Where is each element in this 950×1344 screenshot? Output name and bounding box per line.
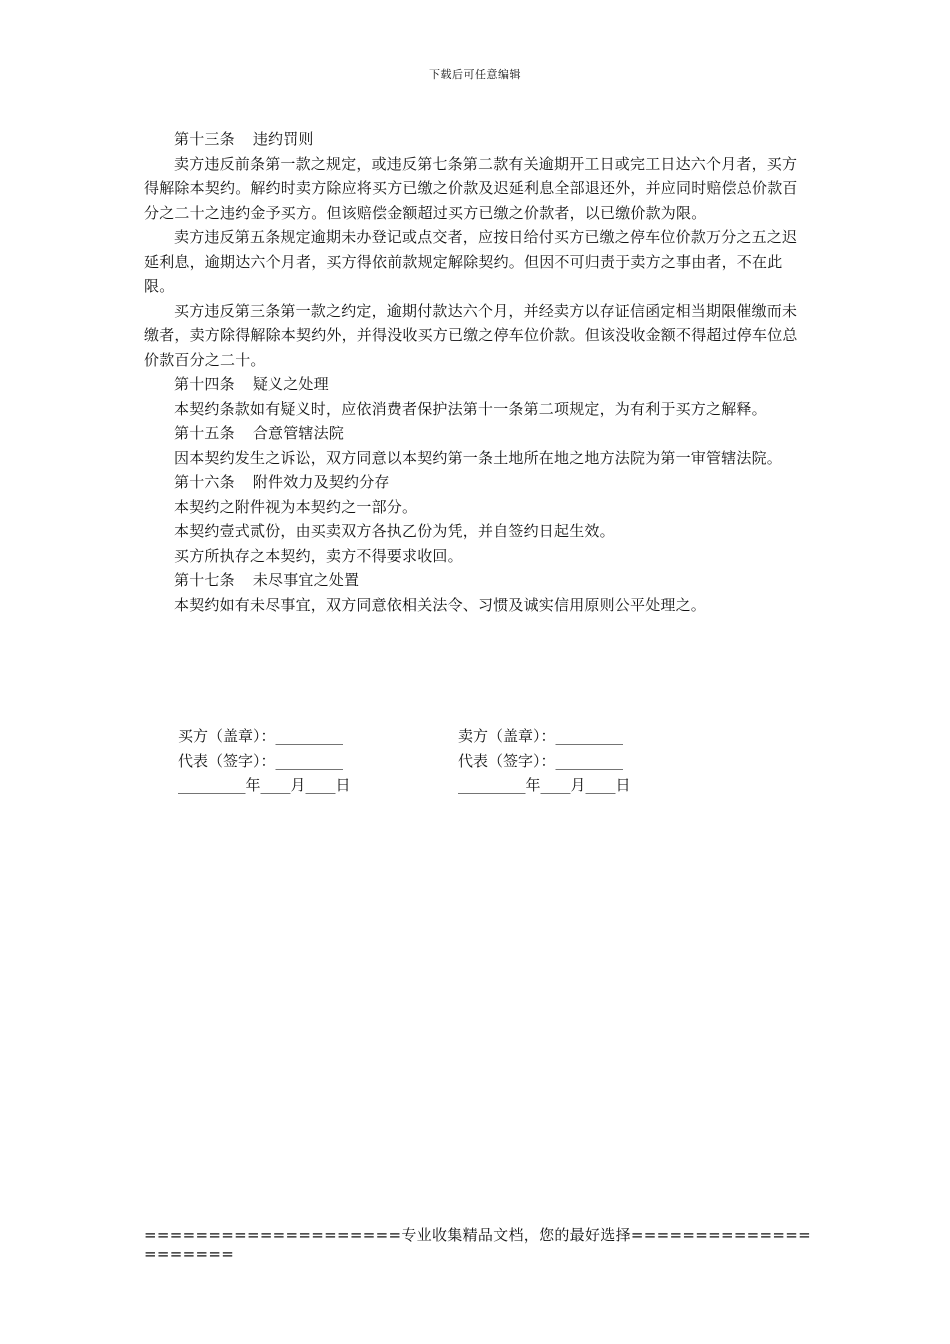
signature-block [178,724,738,798]
article-16-number: 第十六条 [174,473,235,491]
buyer-date-line: _________年____月____日 [178,776,351,794]
article-16-paragraph-1: 本契约之附件视为本契约之一部分。 [174,497,418,516]
seller-seal-line: 卖方（盖章）：_________ [458,727,624,745]
article-16-paragraph-2: 本契约壹式贰份，由买卖双方各执乙份为凭，并自签约日起生效。 [174,522,615,540]
signature-row-representative [178,749,738,774]
header-note: 下载后可任意编辑 [429,68,521,81]
buyer-seal-line: 买方（盖章）：_________ [178,727,344,745]
article-16-title: 附件效力及契约分存 [252,473,390,491]
article-14-heading [144,372,800,397]
article-17-number: 第十七条 [174,571,235,589]
article-17-heading [144,568,800,593]
article-13-paragraph-3: 买方违反第三条第一款之约定，逾期付款达六个月，并经卖方以存证信函定相当期限催缴而未缴者，卖方除得解除本契约外，并得没收买方已缴之停车位价款。但该没收金额不得超过停车位总价款百分之二十。 [144,301,798,369]
buyer-representative-line: 代表（签字）：_________ [178,751,344,770]
contract-body [144,127,800,617]
article-13-paragraph-2: 卖方违反第五条规定逾期未办登记或点交者，应按日给付买方已缴之停车位价款万分之五之迟延利息，逾期达六个月者，买方得依前款规定解除契约。但因不可归责于卖方之事由者，不在此限。 [144,228,798,295]
article-14-number: 第十四条 [174,375,235,393]
article-17-title: 未尽事宜之处置 [252,571,360,589]
article-16-paragraph-3: 买方所执存之本契约，卖方不得要求收回。 [174,546,463,565]
signature-row-date [178,773,738,798]
article-16-heading [144,470,800,495]
article-15-paragraph-1: 因本契约发生之诉讼，双方同意以本契约第一条土地所在地之地方法院为第一审管辖法院。 [174,448,783,467]
seller-date-line: _________年____月____日 [458,776,631,794]
article-15-title: 合意管辖法院 [252,424,345,442]
article-13-heading [144,127,800,152]
article-15-number: 第十五条 [174,424,235,442]
article-13-paragraph-1: 卖方违反前条第一款之规定，或违反第七条第二款有关逾期开工日或完工日达六个月者，买方得解除本契约。解约时卖方除应将买方已缴之价款及迟延利息全部退还外，并应同时赔偿总价款百分之二十之违约金予买方。但该赔偿金额超过买方已缴之价款者，以已缴价款为限。 [144,154,798,222]
article-15-heading [144,421,800,446]
article-14-title: 疑义之处理 [252,375,329,393]
seller-representative-line: 代表（签字）：_________ [458,751,624,770]
signature-row-seal [178,724,738,749]
article-14-paragraph-1: 本契约条款如有疑义时，应依消费者保护法第十一条第二项规定，为有利于买方之解释。 [174,399,767,418]
article-13-number: 第十三条 [174,130,235,148]
article-17-paragraph-1: 本契约如有未尽事宜，双方同意依相关法令、习惯及诚实信用原则公平处理之。 [174,595,707,614]
article-13-title: 违约罚则 [252,130,314,148]
footer-banner: ====================专业收集精品文档，您的最好选择===================== [144,1226,812,1263]
